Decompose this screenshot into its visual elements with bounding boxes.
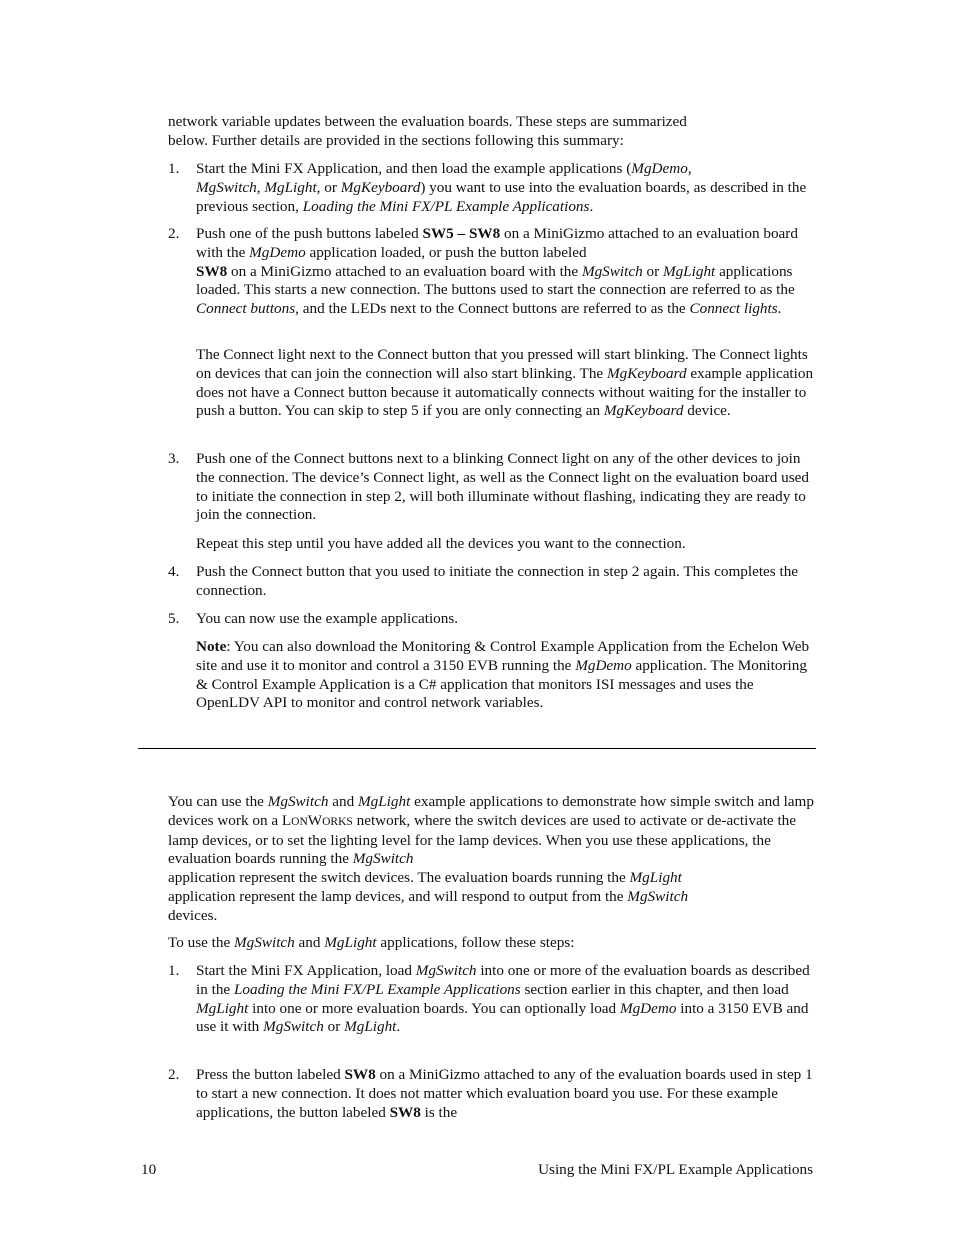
note-paragraph: Note: You can also download the Monitoring & Control Example Application from the Echelon Web site and use it to monitor and control a 3150 EVB running the MgDemo application. The Monitoring & Control Example Application is a C# application that monitors ISI messages and uses the OpenLDV API to monitor and control network variables.: [196, 638, 810, 712]
section-divider: [138, 748, 816, 749]
step-3-paragraph-2: Repeat this step until you have added all the devices you want to the connection.: [196, 535, 686, 552]
step-4-text: Push the Connect button that you used to initiate the connection in step 2 again. This completes the connection.: [196, 563, 799, 599]
footer-title: Using the Mini FX/PL Example Applications: [538, 1161, 813, 1178]
section-2-step-2-text: Press the button labeled SW8 on a MiniGizmo attached to any of the evaluation boards used in step 1 to start a new connection. It does not matter which evaluation board you use. For these example applications, the button labeled SW8 is the: [196, 1066, 813, 1121]
step-5-text: You can now use the example applications.: [196, 610, 459, 627]
step-number: 1.: [168, 160, 180, 177]
step-1-text: Start the Mini FX Application, and then load the example applications (MgDemo, MgSwitch, MgLight, or MgKeyboard) you want to use into the evaluation boards, as described in the previous section, Loading the Mini FX/PL Example Applications.: [196, 160, 807, 215]
intro-paragraph: [168, 113, 818, 151]
step-number: 1.: [168, 962, 180, 979]
step-number: 2.: [168, 225, 180, 242]
intro-line-2: below. Further details are provided in the sections following this summary:: [168, 131, 624, 149]
step-2-text: Push one of the push buttons labeled SW5 – SW8 on a MiniGizmo attached to an evaluation board with the MgDemo application loaded, or push the button labeled SW8 on a MiniGizmo attached to an evaluation board with the MgSwitch or MgLight applications loaded. This starts a new connection. The buttons used to start the connection are referred to as the Connect buttons, and the LEDs next to the Connect buttons are referred to as the Connect lights.: [196, 225, 798, 318]
lonworks-trademark: LONWORKS: [281, 811, 353, 829]
step-number: 3.: [168, 450, 180, 467]
step-number: 4.: [168, 563, 180, 580]
section-2-step-1-text: Start the Mini FX Application, load MgSwitch into one or more of the evaluation boards as described in the Loading the Mini FX/PL Example Applications section earlier in this chapter, and then load MgLight into one or more evaluation boards. You can optionally load MgDemo into a 3150 EVB and use it with MgSwitch or MgLight.: [196, 962, 810, 1036]
section-2-paragraph-2: To use the MgSwitch and MgLight applications, follow these steps:: [168, 934, 575, 951]
step-number: 5.: [168, 610, 180, 627]
step-number: 2.: [168, 1066, 180, 1083]
step-3-text: Push one of the Connect buttons next to a blinking Connect light on any of the other devices to join the connection. The device’s Connect light, as well as the Connect light on the evaluation board used to initiate the connection in step 2, will both illuminate without flashing, indicating they are ready to join the connection.: [196, 450, 809, 524]
step-2-paragraph-2: The Connect light next to the Connect button that you pressed will start blinking. The Connect lights on devices that can join the connection will also start blinking. The MgKeyboard example application does not have a Connect button because it automatically connects without waiting for the installer to push a button. You can skip to step 5 if you are only connecting an MgKeyboard device.: [196, 346, 814, 420]
page-number: 10: [141, 1161, 157, 1178]
intro-line-1: network variable updates between the evaluation boards. These steps are summarized: [168, 113, 687, 130]
section-2-paragraph-1: You can use the MgSwitch and MgLight example applications to demonstrate how simple switch and lamp devices work on a LONWORKS network, where the switch devices are used to activate or de-activate the lamp devices, or to set the lighting level for the lamp devices. When you use these applications, the evaluation boards running the MgSwitch application represent the switch devices. The evaluation boards running the MgLight application represent the lamp devices, and will respond to output from the MgSwitch devices.: [168, 793, 814, 924]
